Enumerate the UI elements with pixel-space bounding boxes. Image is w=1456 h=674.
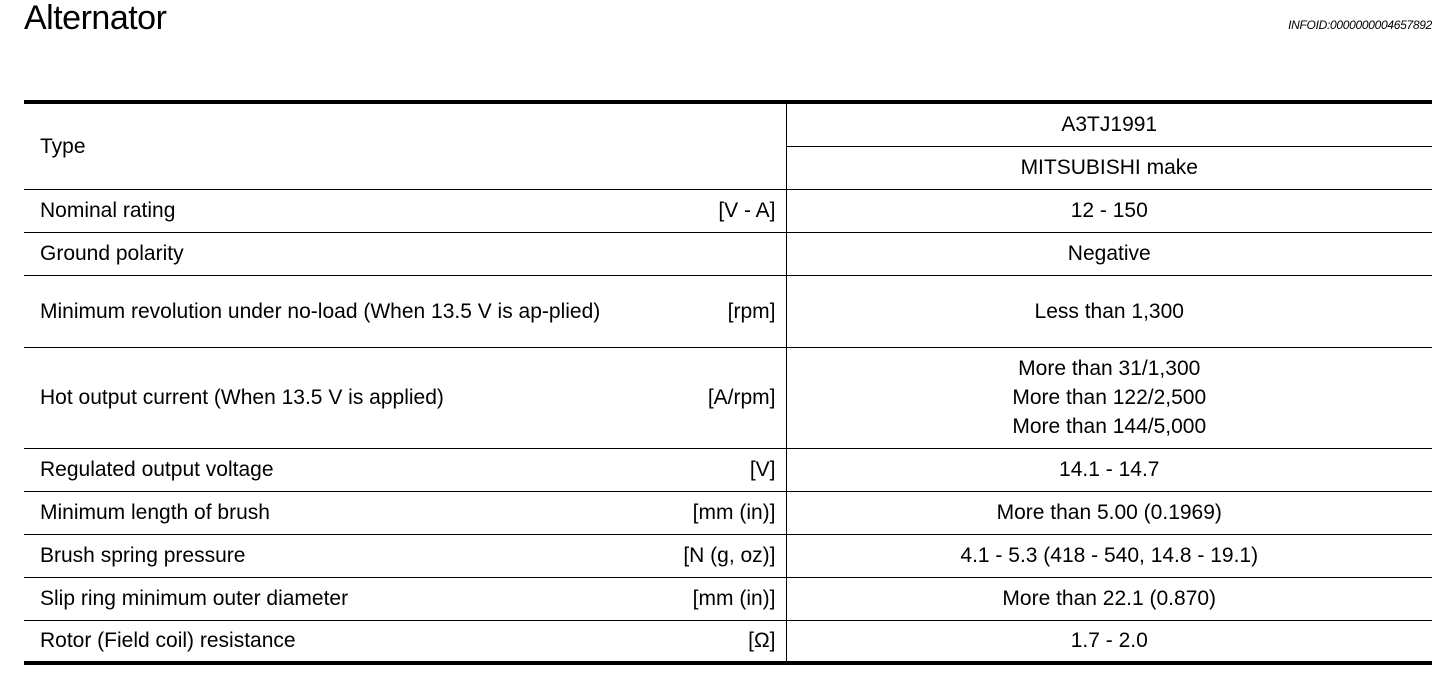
spec-label: Ground polarity xyxy=(40,242,184,265)
table-row xyxy=(24,232,1432,275)
spec-label-cell xyxy=(24,275,786,347)
info-id: INFOID:0000000004657892 xyxy=(1288,18,1432,32)
alternator-spec-table xyxy=(24,100,1432,665)
spec-value: More than 144/5,000 xyxy=(1012,415,1207,438)
spec-label-cell xyxy=(24,577,786,620)
spec-label-cell xyxy=(24,347,786,448)
spec-label: Brush spring pressure xyxy=(40,544,246,567)
spec-label: Slip ring minimum outer diameter xyxy=(40,587,349,610)
table-row xyxy=(24,189,1432,232)
spec-label: Minimum revolution under no-load (When 13.5 V is ap-plied) xyxy=(40,299,601,323)
spec-value: MITSUBISHI make xyxy=(786,146,1432,189)
spec-value: Negative xyxy=(786,232,1432,275)
spec-value-group xyxy=(786,347,1432,448)
page-title: Alternator xyxy=(24,0,167,37)
spec-unit: [rpm] xyxy=(727,299,776,323)
spec-value: 4.1 - 5.3 (418 - 540, 14.8 - 19.1) xyxy=(786,534,1432,577)
spec-unit: [mm (in)] xyxy=(692,587,776,610)
spec-label-cell xyxy=(24,448,786,491)
table-row xyxy=(24,275,1432,347)
table-row xyxy=(24,491,1432,534)
spec-label: Regulated output voltage xyxy=(40,458,274,481)
spec-value: A3TJ1991 xyxy=(786,102,1432,146)
spec-unit: [A/rpm] xyxy=(707,386,776,409)
spec-label: Type xyxy=(40,134,86,158)
table-row xyxy=(24,620,1432,663)
spec-value: More than 31/1,300 xyxy=(1018,357,1201,380)
spec-value: More than 5.00 (0.1969) xyxy=(786,491,1432,534)
spec-unit: [V] xyxy=(749,458,776,481)
spec-label-cell xyxy=(24,102,786,189)
spec-label-cell xyxy=(24,232,786,275)
spec-label: Nominal rating xyxy=(40,199,176,222)
spec-unit: [V - A] xyxy=(718,199,776,222)
table-row xyxy=(24,577,1432,620)
spec-label: Minimum length of brush xyxy=(40,501,270,524)
table-row-type xyxy=(24,102,1432,146)
table-row xyxy=(24,534,1432,577)
spec-value: Less than 1,300 xyxy=(786,275,1432,347)
spec-unit: [Ω] xyxy=(748,629,776,653)
spec-label: Hot output current (When 13.5 V is applied) xyxy=(40,386,444,409)
spec-value: More than 22.1 (0.870) xyxy=(786,577,1432,620)
spec-label-cell xyxy=(24,620,786,663)
table-row xyxy=(24,448,1432,491)
spec-value: 14.1 - 14.7 xyxy=(786,448,1432,491)
spec-label-cell xyxy=(24,491,786,534)
spec-value: More than 122/2,500 xyxy=(1012,386,1207,409)
spec-value: 1.7 - 2.0 xyxy=(786,620,1432,663)
table-row xyxy=(24,347,1432,448)
spec-value: 12 - 150 xyxy=(786,189,1432,232)
spec-label-cell xyxy=(24,189,786,232)
spec-label: Rotor (Field coil) resistance xyxy=(40,629,296,653)
spec-label-cell xyxy=(24,534,786,577)
spec-unit: [N (g, oz)] xyxy=(683,544,776,567)
spec-unit: [mm (in)] xyxy=(692,501,776,524)
